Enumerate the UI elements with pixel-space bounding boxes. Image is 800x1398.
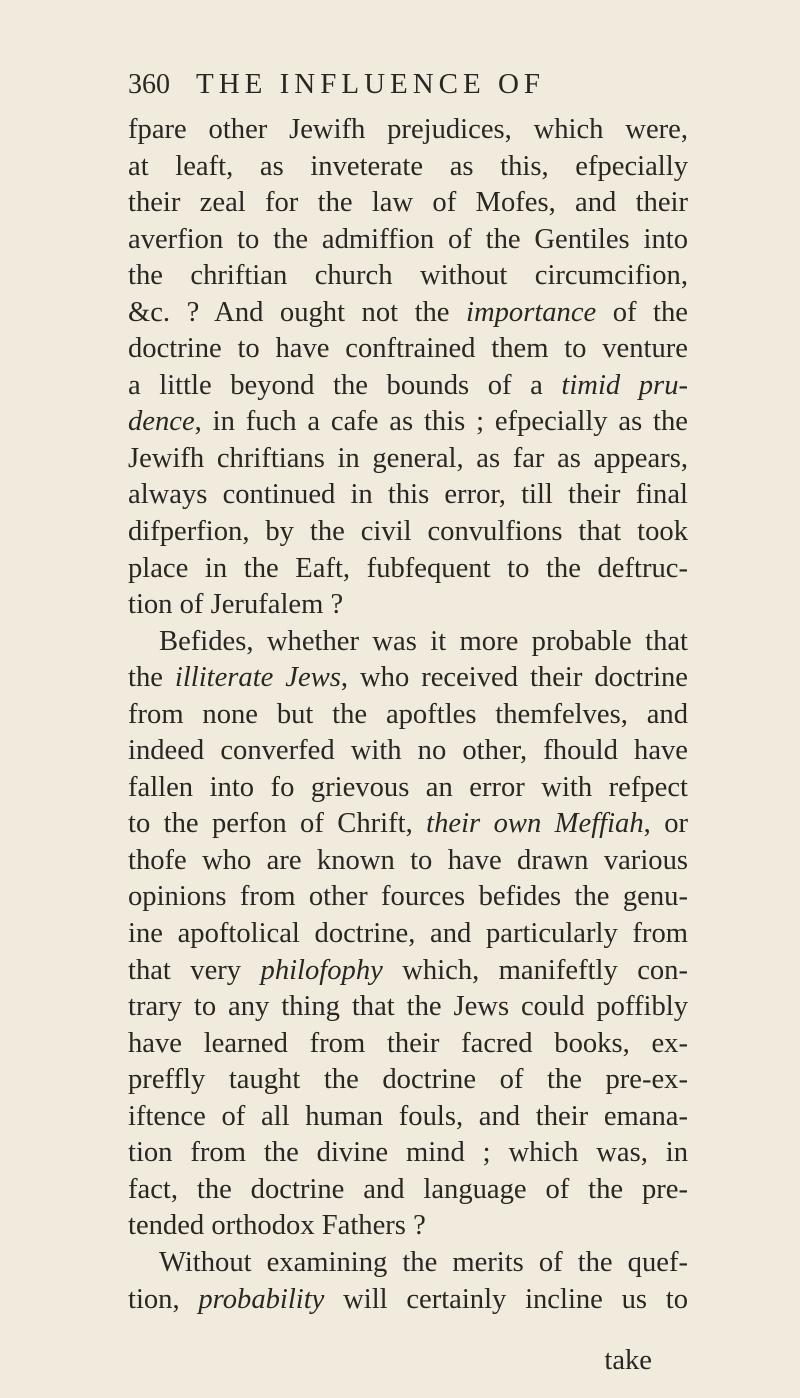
text-line bbox=[128, 1172, 688, 1209]
italic-phrase: dence bbox=[128, 406, 195, 438]
line-text: the chriftian church without circumcifion, bbox=[128, 260, 688, 292]
line-text: fallen into fo grievous an error with refpect bbox=[128, 771, 688, 803]
text-line bbox=[128, 1135, 688, 1172]
line-text: always continued in this error, till their final bbox=[128, 479, 688, 511]
text-line bbox=[128, 1099, 688, 1136]
line-text: &c. ? And ought not the bbox=[128, 296, 466, 328]
text-line bbox=[128, 697, 688, 734]
line-text: fact, the doctrine and language of the pre- bbox=[128, 1173, 688, 1205]
line-text: iftence of all human fouls, and their emana- bbox=[128, 1100, 688, 1132]
text-line bbox=[128, 1062, 688, 1099]
line-text: the bbox=[128, 662, 175, 694]
text-line bbox=[128, 733, 688, 770]
line-text: Jewifh chriftians in general, as far as appears, bbox=[128, 442, 688, 474]
line-text: at leaft, as inveterate as this, efpecially bbox=[128, 150, 688, 182]
line-text: Without examining the merits of the quef- bbox=[159, 1246, 688, 1278]
text-line bbox=[128, 514, 688, 551]
line-text: a little beyond the bounds of a bbox=[128, 369, 562, 401]
line-text: , in fuch a cafe as this ; efpecially as the bbox=[194, 406, 688, 438]
line-text: preffly taught the doctrine of the pre-ex- bbox=[128, 1064, 688, 1096]
catchword: take bbox=[604, 1345, 652, 1376]
line-text: their zeal for the law of Mofes, and their bbox=[128, 187, 688, 219]
text-line bbox=[128, 368, 688, 405]
text-line bbox=[128, 258, 688, 295]
text-line bbox=[128, 770, 688, 807]
line-text: which, manifeftly con- bbox=[382, 954, 688, 986]
running-header bbox=[128, 68, 688, 101]
text-line bbox=[128, 624, 688, 661]
line-text: indeed converfed with no other, fhould have bbox=[128, 735, 688, 767]
text-line bbox=[128, 185, 688, 222]
text-line bbox=[128, 477, 688, 514]
text-line bbox=[128, 331, 688, 368]
running-title: THE INFLUENCE OF bbox=[196, 68, 546, 100]
italic-phrase: importance bbox=[466, 296, 597, 328]
line-text: averfion to the admiffion of the Gentiles into bbox=[128, 223, 688, 255]
text-line bbox=[128, 916, 688, 953]
text-line bbox=[128, 879, 688, 916]
italic-phrase: probability bbox=[198, 1283, 325, 1315]
line-text: that very bbox=[128, 954, 261, 986]
line-text: have learned from their facred books, ex- bbox=[128, 1027, 688, 1059]
text-line bbox=[128, 660, 688, 697]
line-text: fpare other Jewifh prejudices, which were, bbox=[128, 114, 688, 145]
line-text: thofe who are known to have drawn various bbox=[128, 844, 688, 876]
text-line bbox=[128, 843, 688, 880]
text-line bbox=[128, 295, 688, 332]
page-number: 360 bbox=[128, 69, 170, 100]
line-text: doctrine to have conftrained them to venture bbox=[128, 333, 688, 365]
text-line bbox=[128, 989, 688, 1026]
line-text: tion of Jerufalem ? bbox=[128, 589, 344, 621]
text-line bbox=[128, 112, 688, 149]
text-line bbox=[128, 1208, 688, 1245]
italic-phrase: timid pru- bbox=[561, 369, 689, 401]
line-text: to the perfon of Chrift, bbox=[128, 808, 427, 840]
line-text: , or bbox=[643, 808, 689, 840]
text-line bbox=[128, 1245, 688, 1282]
line-text: from none but the apoftles themfelves, and bbox=[128, 698, 688, 730]
text-line bbox=[128, 1282, 688, 1319]
italic-phrase: their own Meffiah bbox=[426, 808, 644, 840]
text-line bbox=[128, 404, 688, 441]
line-text: place in the Eaft, fubfequent to the deftruc- bbox=[128, 552, 688, 584]
line-text: tion from the divine mind ; which was, in bbox=[128, 1137, 688, 1169]
text-line bbox=[128, 806, 688, 843]
line-text: , who received their doctrine bbox=[340, 662, 688, 694]
text-line bbox=[128, 222, 688, 259]
line-text: ine apoftolical doctrine, and particularly from bbox=[128, 918, 688, 950]
text-line bbox=[128, 441, 688, 478]
text-line bbox=[128, 149, 688, 186]
body-text bbox=[128, 112, 688, 1318]
line-text: will certainly incline us to bbox=[324, 1283, 688, 1315]
line-text: difperfion, by the civil convulfions that took bbox=[128, 516, 688, 548]
line-text: of the bbox=[596, 296, 688, 328]
line-text: opinions from other fources befides the genu- bbox=[128, 881, 688, 913]
italic-phrase: illiterate Jews bbox=[174, 662, 341, 694]
italic-phrase: philofophy bbox=[260, 954, 383, 986]
text-line bbox=[128, 587, 688, 624]
line-text: trary to any thing that the Jews could poffibly bbox=[128, 991, 688, 1023]
line-text: tion, bbox=[128, 1283, 199, 1315]
line-text: tended orthodox Fathers ? bbox=[128, 1210, 426, 1242]
line-text: Befides, whether was it more probable that bbox=[159, 625, 688, 657]
text-line bbox=[128, 1026, 688, 1063]
text-line bbox=[128, 551, 688, 588]
text-line bbox=[128, 953, 688, 990]
